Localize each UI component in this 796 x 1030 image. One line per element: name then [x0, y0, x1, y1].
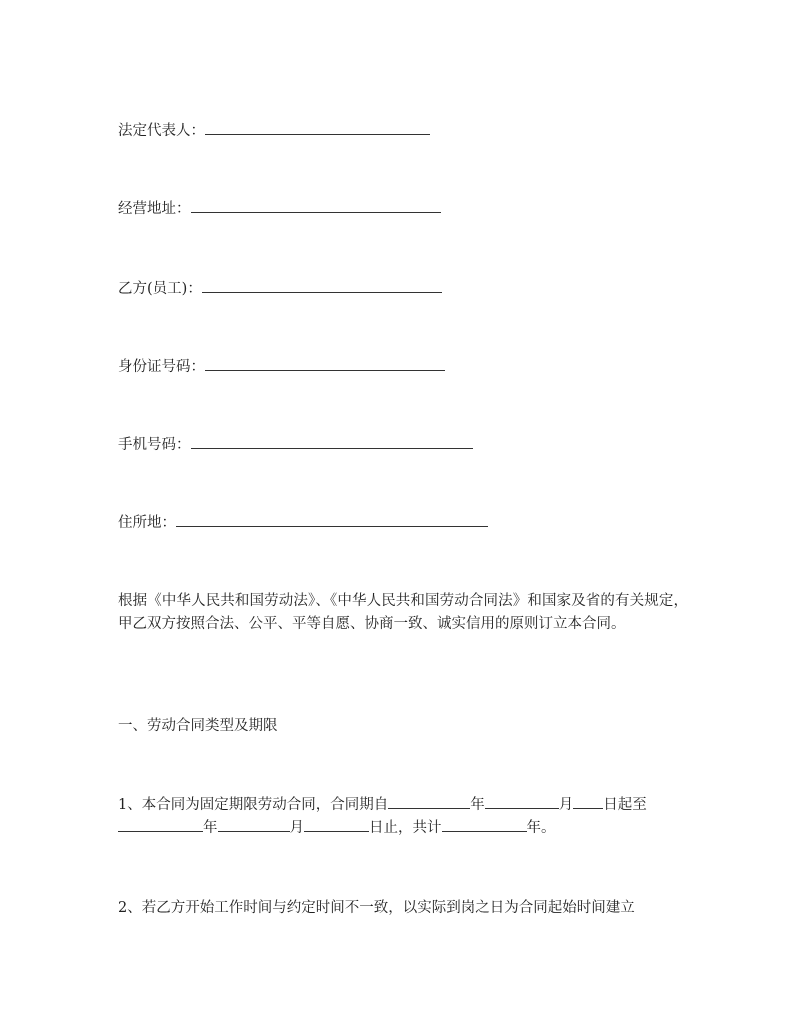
field-label: 法定代表人：	[118, 123, 205, 139]
year-label: 年	[203, 820, 218, 836]
fill-in-blank[interactable]	[118, 817, 203, 832]
fill-in-blank[interactable]	[573, 794, 603, 809]
year-label: 年。	[526, 820, 556, 836]
section-heading: 一、劳动合同类型及期限	[118, 718, 278, 734]
field-mobile	[118, 434, 473, 455]
clause-2: 2、若乙方开始工作时间与约定时间不一致，以实际到岗之日为合同起始时间建立	[118, 900, 635, 916]
fill-in-blank[interactable]	[205, 356, 445, 371]
clause-1-text: 1、本合同为固定期限劳动合同，合同期自	[118, 797, 389, 813]
fill-in-blank[interactable]	[304, 817, 369, 832]
field-label: 住所地：	[118, 515, 176, 531]
field-label: 乙方(员工)：	[118, 281, 202, 297]
fill-in-blank[interactable]	[205, 120, 430, 135]
field-business-address	[118, 198, 441, 219]
year-label: 年	[470, 797, 485, 813]
field-label: 经营地址：	[118, 201, 191, 217]
field-label: 身份证号码：	[118, 359, 205, 375]
day-label: 日止，共计	[369, 820, 442, 836]
field-residence	[118, 512, 488, 533]
fill-in-blank[interactable]	[191, 434, 473, 449]
month-label: 月	[289, 820, 304, 836]
fill-in-blank[interactable]	[202, 278, 442, 293]
field-party-b	[118, 278, 442, 299]
field-label: 手机号码：	[118, 437, 191, 453]
clause-1	[118, 794, 688, 840]
fill-in-blank[interactable]	[442, 817, 527, 832]
month-label: 月	[558, 797, 574, 813]
field-legal-representative	[118, 120, 430, 141]
day-label: 日起至	[603, 797, 647, 813]
fill-in-blank[interactable]	[191, 198, 441, 213]
fill-in-blank[interactable]	[485, 794, 559, 809]
fill-in-blank[interactable]	[218, 817, 290, 832]
intro-paragraph: 根据《中华人民共和国劳动法》、《中华人民共和国劳动合同法》和国家及省的有关规定，甲乙双方按照合法、公平、平等自愿、协商一致、诚实信用的原则订立本合同。	[118, 593, 688, 632]
field-id-number	[118, 356, 445, 377]
fill-in-blank[interactable]	[176, 512, 488, 527]
fill-in-blank[interactable]	[388, 794, 470, 809]
